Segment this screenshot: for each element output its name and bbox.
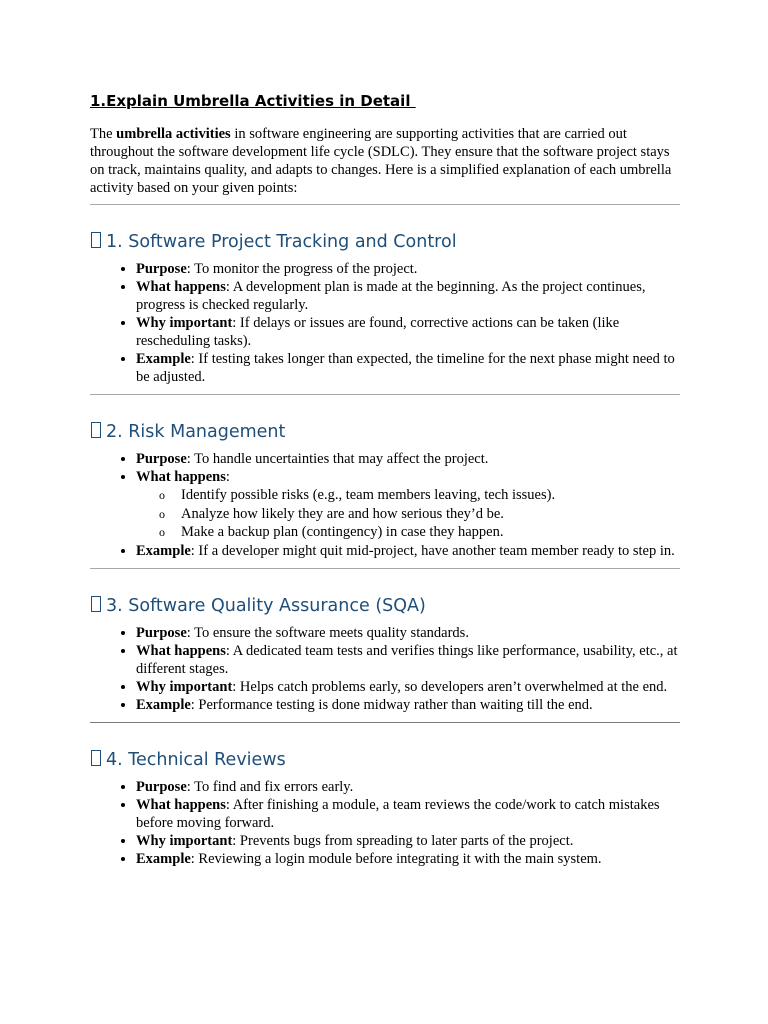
sub-list [136, 486, 680, 542]
section-heading-text: 2. Risk Management [106, 422, 286, 442]
section-heading-text: 4. Technical Reviews [106, 749, 286, 770]
item-label: Why important [136, 832, 233, 849]
item-text: : If delays or issues are found, corrective actions can be taken (like rescheduling tasks). [136, 315, 620, 349]
item-text: : If testing takes longer than expected, the timeline for the next phase might need to be adjusted. [136, 351, 675, 385]
item-label: What happens [136, 469, 226, 485]
intro-prefix: The [90, 126, 117, 142]
sub-list-item: o Identify possible risks (e.g., team members leaving, tech issues). [159, 486, 680, 505]
intro-bold-term: umbrella activities [116, 126, 231, 142]
item-label: What happens [136, 279, 226, 295]
item-label: Purpose [136, 624, 187, 641]
item-text: : To monitor the progress of the project. [186, 261, 418, 277]
list-item [136, 260, 680, 278]
intro-paragraph [90, 125, 680, 197]
item-label: Example [136, 542, 191, 559]
section-heading [90, 230, 680, 254]
list-item [136, 468, 680, 542]
placeholder-glyph-icon [91, 232, 101, 248]
bullet-list [90, 624, 680, 714]
section-risk-management [90, 420, 680, 560]
separator [90, 568, 680, 569]
placeholder-glyph-icon [91, 596, 101, 612]
section-quality-assurance [90, 594, 680, 714]
bullet-list [90, 450, 680, 560]
item-label: What happens [136, 642, 226, 659]
item-text: : After finishing a module, a team reviews the code/work to catch mistakes before moving forward. [136, 796, 660, 831]
separator [90, 722, 680, 723]
item-text: : Helps catch problems early, so developers aren’t overwhelmed at the end. [232, 678, 668, 695]
sub-list-item: o Analyze how likely they are and how serious they’d be. [159, 505, 680, 524]
item-text: : A dedicated team tests and verifies things like performance, usability, etc., at different stages. [136, 642, 678, 677]
item-text: : [225, 469, 230, 485]
list-item [136, 278, 680, 314]
section-heading-text: 1. Software Project Tracking and Control [106, 232, 457, 252]
item-text: : If a developer might quit mid-project, have another team member ready to step in. [190, 542, 675, 559]
item-label: Why important [136, 678, 233, 695]
item-label: Example [136, 351, 191, 367]
item-label: Purpose [136, 451, 187, 467]
section-project-tracking [90, 230, 680, 386]
intro-text: in software engineering are supporting activities that are carried out throughout the software development life cycle (SDLC). They ensure that the software project stays on track, maintains quality, and adapts to changes. Here is a simplified explanation of each umbrella activity based on your given points: [90, 126, 672, 196]
section-heading [90, 594, 680, 618]
list-item [136, 696, 680, 714]
document-title: 1.Explain Umbrella Activities in Detail [90, 92, 416, 110]
item-text: : Reviewing a login module before integrating it with the main system. [190, 850, 602, 867]
bullet-list [90, 778, 680, 868]
item-label: What happens [136, 796, 226, 813]
list-item [136, 542, 680, 560]
section-technical-reviews [90, 748, 680, 868]
item-label: Purpose [136, 261, 187, 277]
item-label: Why important [136, 315, 233, 331]
section-heading [90, 420, 680, 444]
item-text: : To ensure the software meets quality standards. [186, 624, 469, 641]
list-item [136, 796, 680, 832]
item-text: : A development plan is made at the beginning. As the project continues, progress is checked regularly. [136, 279, 646, 313]
separator [90, 204, 680, 205]
section-heading [90, 748, 680, 772]
list-item [136, 624, 680, 642]
separator [90, 394, 680, 395]
placeholder-glyph-icon [91, 422, 101, 438]
bullet-list [90, 260, 680, 386]
item-label: Example [136, 850, 191, 867]
placeholder-glyph-icon [91, 750, 101, 766]
list-item [136, 778, 680, 796]
sub-list-item: o Make a backup plan (contingency) in case they happen. [159, 523, 680, 542]
list-item [136, 850, 680, 868]
item-text: : To handle uncertainties that may affect the project. [186, 451, 489, 467]
list-item [136, 314, 680, 350]
item-text: : To find and fix errors early. [186, 778, 354, 795]
list-item [136, 350, 680, 386]
item-label: Purpose [136, 778, 187, 795]
section-heading-text: 3. Software Quality Assurance (SQA) [106, 595, 426, 616]
list-item [136, 642, 680, 678]
document-content [90, 90, 680, 876]
list-item [136, 832, 680, 850]
list-item [136, 678, 680, 696]
list-item [136, 450, 680, 468]
item-text: : Performance testing is done midway rather than waiting till the end. [190, 696, 593, 713]
item-text: : Prevents bugs from spreading to later parts of the project. [232, 832, 574, 849]
item-label: Example [136, 696, 191, 713]
